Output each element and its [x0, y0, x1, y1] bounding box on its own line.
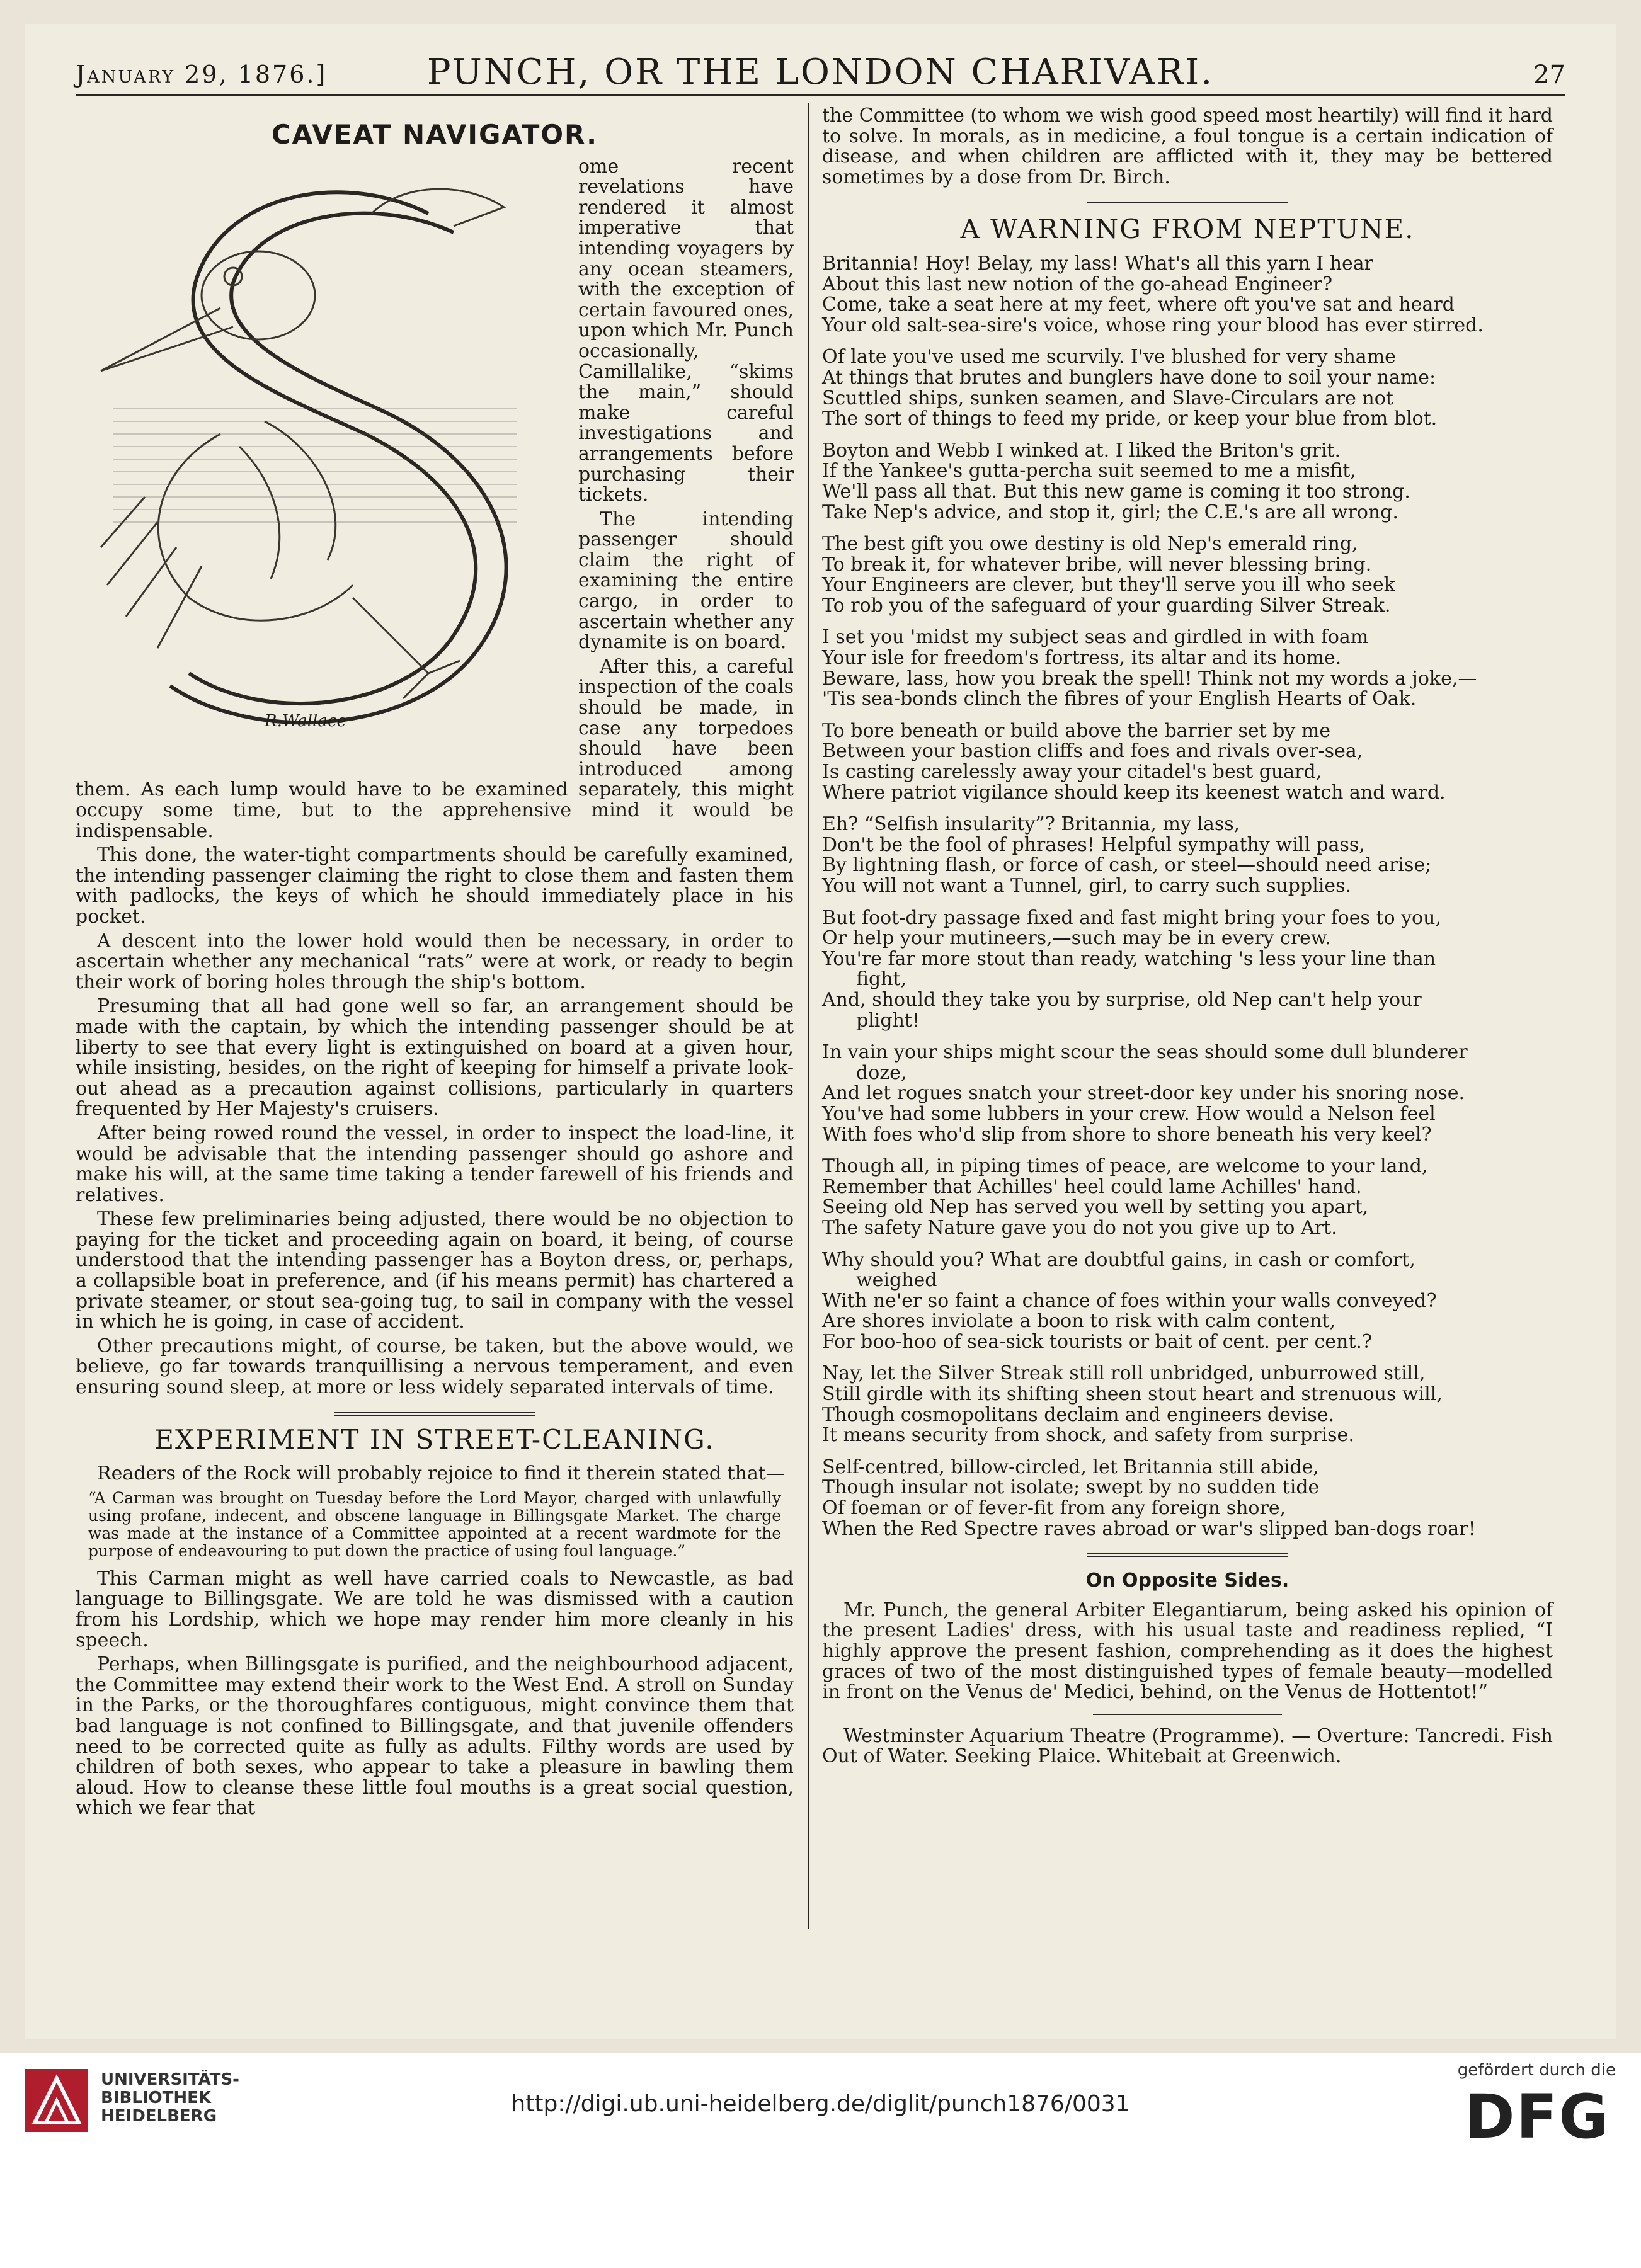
poem-line: By lightning flash, or force of cash, or steel—should need arise; [822, 854, 1432, 877]
poem-line: When the Red Spectre raves abroad or war's slipped ban-dogs roar! [822, 1517, 1476, 1540]
experiment-p1: Readers of the Rock will probably rejoice to find it therein stated that— [97, 1462, 785, 1485]
poem-line: Though insular not isolate; swept by no sudden tide [822, 1476, 1320, 1499]
poem-line: Your isle for freedom's fortress, its altar and its home. [822, 647, 1342, 670]
institution-line-3: HEIDELBERG [101, 2107, 217, 2126]
caveat-p9: Other precautions might, of course, be taken, but the above would, we believe, go far towards tranquillising a nervous temperament, and even ensuring sound sleep, at more or less widely separated intervals of time. [76, 1335, 794, 1399]
poem-line: Beware, lass, how you break the spell! Think not my words a joke,— [822, 667, 1477, 690]
poem-line: Nay, let the Silver Streak still roll unbridged, unburrowed still, [822, 1362, 1426, 1385]
opposite-p2: Westminster Aquarium Theatre (Programme). — Overture: Tancredi. Fish Out of Water. Seeking Plaice. Whitebait at Greenwich. [822, 1724, 1553, 1768]
opposite-p1: Mr. Punch, the general Arbiter Elegantiarum, being asked his opinion of the present Ladies' dress, with his usual taste and readiness replied, “I highly approve the present fashion, comprehending as it does the highest graces of two of the most distinguished types of female beauty—modelled in front on the Venus de' Medici, behind, on the Venus de Hottentot!” [822, 1598, 1553, 1704]
poem-stanza [822, 1042, 1553, 1145]
caveat-p2: The intending passenger should claim the right of examining the entire cargo, in order to ascertain whether any dynamite is on board. [578, 508, 794, 654]
digitization-footer [0, 2053, 1641, 2268]
source-url-link[interactable]: http://digi.ub.uni-heidelberg.de/diglit/punch1876/0031 [511, 2091, 1130, 2117]
experiment-p2: This Carman might as well have carried coals to Newcastle, as bad language to Billingsgate. We are told he was dismissed with a caution from his Lordship, which we hope may render him more cleanly in his speech. [76, 1567, 794, 1651]
poem-line: Eh? “Selfish insularity”? Britannia, my lass, [822, 813, 1240, 836]
artist-signature: R.Wallace [265, 711, 346, 731]
caveat-p6: Presuming that all had gone well so far, an arrangement should be made with the captain, by which the intending passenger should be at liberty to see that every light is extinguished on board at a given hour, while insisting, besides, on the right of keeping for himself a private look-out ahead as a precaution against collisions, particularly in quarters frequented by Her Majesty's cruisers. [76, 995, 794, 1120]
poem-line: About this last new notion of the go-ahead Engineer? [822, 273, 1333, 295]
poem-line: And, should they take you by surprise, old Nep can't help your [822, 988, 1422, 1011]
poem-line: To rob you of the safeguard of your guarding Silver Streak. [822, 594, 1391, 617]
poem-line: Of late you've used me scurvily. I've blushed for very shame [822, 346, 1396, 368]
left-column [76, 106, 794, 1823]
poem-line: Boyton and Webb I winked at. I liked the Briton's grit. [822, 439, 1341, 462]
poem-line: Though cosmopolitans declaim and engineers devise. [822, 1403, 1335, 1426]
poem-line: With foes who'd slip from shore to shore beneath his very keel? [822, 1123, 1432, 1146]
neptune-title: A WARNING FROM NEPTUNE. [960, 214, 1415, 245]
poem-line: Remember that Achilles' heel could lame Achilles' hand. [822, 1175, 1362, 1198]
poem-stanza [822, 441, 1553, 523]
poem-line: And let rogues snatch your street-door key under his snoring nose. [822, 1082, 1465, 1105]
poem-line: Is casting carelessly away your citadel's best guard, [822, 761, 1322, 784]
poem-line: doze, [856, 1061, 907, 1084]
poem-line: The best gift you owe destiny is old Nep's emerald ring, [822, 533, 1358, 556]
column-divider [808, 103, 809, 1929]
caveat-p4: This done, the water-tight compartments should be carefully examined, the intending passenger claiming the right to close them and fasten them with padlocks, the keys of which he should immediately place in his pocket. [76, 844, 794, 928]
experiment-title: EXPERIMENT IN STREET-CLEANING. [154, 1423, 715, 1455]
poem-line: fight, [856, 968, 907, 991]
experiment-p3: Perhaps, when Billingsgate is purified, and the neighbourhood adjacent, the Committee may extend their work to the West End. A stroll on Sunday in the Parks, or the thoroughfares contiguous, might convince them that bad language is not confined to Billingsgate, and that juvenile offenders need to be corrected quite as fully as adults. Filthy words are used by children of both sexes, who appear to take a pleasure in bawling them aloud. How to cleanse these little foul mouths is a great social question, which we fear that [76, 1653, 794, 1820]
caveat-p8: These few preliminaries being adjusted, there would be no objection to paying for the ticket and proceeding again on board, it being, of course understood that the intending passenger has a Boyton dress, or, perhaps, a collapsible boat in preference, and (if his means permit) has chartered a private steamer, or stout sea-going tug, to sail in company with the vessel in which he is going, in case of accident. [76, 1208, 794, 1333]
poem-line: Come, take a seat here at my feet, where oft you've sat and heard [822, 293, 1455, 316]
poem-stanza [822, 347, 1553, 429]
poem-line: Of foeman or of fever-fit from any foreign shore, [822, 1497, 1286, 1520]
caveat-p3: After this, a careful inspection of the coals should be made, in case any torpedoes should have been introduced among them. As each lump would have to be examined separately, this might occupy some time, but to the apprehensive mind it would be indispensable. [76, 655, 794, 842]
poem-line: Seeing old Nep has served you well by setting you apart, [822, 1196, 1369, 1219]
short-separator [1093, 1714, 1282, 1715]
poem-line: I set you 'midst my subject seas and girdled in with foam [822, 626, 1369, 649]
poem-stanza [822, 1364, 1553, 1445]
poem-line: We'll pass all that. But this new game is coming it too strong. [822, 480, 1410, 503]
poem-stanza [822, 721, 1553, 803]
dfg-logo: DFG [1464, 2082, 1610, 2152]
poem-line: With ne'er so faint a chance of foes within your walls conveyed? [822, 1289, 1437, 1312]
poem-stanza [822, 627, 1553, 709]
poem-line: plight! [856, 1009, 920, 1032]
pelican-illustration [76, 157, 567, 755]
poem-stanza [822, 1156, 1553, 1238]
poem-stanza [822, 908, 1553, 1032]
page-header [76, 38, 1565, 96]
poem-stanza [822, 534, 1553, 616]
funded-by-text: gefördert durch die [1457, 2061, 1616, 2080]
poem-line: For boo-hoo of sea-sick tourists or bait of cent. per cent.? [822, 1330, 1373, 1353]
poem-line: 'Tis sea-bonds clinch the fibres of your English Hearts of Oak. [822, 688, 1417, 710]
poem-line: Why should you? What are doubtful gains, in cash or comfort, [822, 1248, 1415, 1271]
opposite-title: On Opposite Sides. [1085, 1570, 1289, 1592]
poem-line: weighed [856, 1269, 937, 1292]
poem-line: Take Nep's advice, and stop it, girl; the C.E.'s are all wrong. [822, 501, 1398, 523]
poem-line: Though all, in piping times of peace, are welcome to your land, [822, 1155, 1428, 1178]
right-column [822, 106, 1553, 1771]
poem-line: Self-centred, billow-circled, let Britannia still abide, [822, 1456, 1319, 1478]
poem-line: You're far more stout than ready, watching 's less your line than [822, 947, 1436, 970]
poem-line: Still girdle with its shifting sheen stout heart and strenuous will, [822, 1383, 1443, 1406]
poem-line: If the Yankee's gutta-percha suit seemed to me a misfit, [822, 460, 1356, 482]
section-separator [1087, 1553, 1288, 1557]
poem-stanza [822, 1250, 1553, 1353]
issue-date: January 29, 1876.] [76, 60, 328, 88]
poem-stanza [822, 814, 1553, 896]
poem-stanza [822, 1457, 1553, 1539]
poem-line: Britannia! Hoy! Belay, my lass! What's all this yarn I hear [822, 252, 1374, 275]
poem-line: But foot-dry passage fixed and fast might bring your foes to you, [822, 906, 1441, 929]
poem-line: Between your bastion cliffs and foes and rivals over-sea, [822, 740, 1363, 763]
poem-line: Are shores inviolate a boon to risk with calm content, [822, 1310, 1336, 1333]
poem-stanza [822, 254, 1553, 336]
poem-line: In vain your ships might scour the seas should some dull blunderer [822, 1041, 1468, 1064]
pelican-s-initial-drawing [76, 157, 567, 755]
poem-line: Your Engineers are clever, but they'll serve you ill who seek [822, 574, 1395, 596]
page-number: 27 [1533, 60, 1565, 89]
poem-line: You will not want a Tunnel, girl, to carry such supplies. [822, 875, 1352, 897]
caveat-p7: After being rowed round the vessel, in order to inspect the load-line, it would be advisable that the intending passenger should go ashore and make his will, at the same time taking a tender farewell of his friends and relatives. [76, 1122, 794, 1206]
poem-line: You've had some lubbers in your crew. How would a Nelson feel [822, 1102, 1436, 1125]
neptune-poem [822, 254, 1553, 1539]
experiment-continued: the Committee (to whom we wish good speed most heartily) will find it hard to solve. In morals, as in medicine, a foul tongue is a certain indication of disease, and when children are afflicted with it, they may be bettered sometimes by a dose from Dr. Birch. [822, 105, 1553, 188]
poem-line: Or help your mutineers,—such may be in every crew. [822, 927, 1331, 950]
institution-line-1: UNIVERSITÄTS- [101, 2070, 239, 2089]
experiment-quote: “A Carman was brought on Tuesday before the Lord Mayor, charged with unlawfully using profane, indecent, and obscene language in Billingsgate Market. The charge was made at the instance of a Committee appointed at a recent wardmote for the purpose of endeavouring to put down the practice of using foul language.” [88, 1488, 781, 1560]
poem-line: Scuttled ships, sunken seamen, and Slave-Circulars are not [822, 387, 1393, 409]
caveat-title: CAVEAT NAVIGATOR. [271, 119, 598, 150]
publication-title: PUNCH, OR THE LONDON CHARIVARI. [426, 52, 1215, 93]
poem-line: The sort of things to feed my pride, or keep your blue from blot. [822, 407, 1438, 430]
poem-line: Don't be the fool of phrases! Helpful sympathy will pass, [822, 833, 1365, 856]
poem-line: To break it, for whatever bribe, will never blessing bring. [822, 553, 1372, 576]
poem-line: To bore beneath or build above the barrier set by me [822, 719, 1331, 742]
poem-line: Where patriot vigilance should keep its keenest watch and ward. [822, 781, 1446, 804]
caveat-p5: A descent into the lower hold would then be necessary, in order to ascertain whether any mechanical “rats” were at work, or ready to begin their work of boring holes through the ship's bottom. [76, 930, 794, 993]
newspaper-page [25, 24, 1616, 2039]
caveat-p1: ome recent revelations have rendered it almost imperative that intending voyagers by any ocean steamers, with the exception of certain favoured ones, upon which Mr. Punch occasionally, Camillalike, “skims the main,” should make careful investigations and arrangements before purchasing their tickets. [578, 155, 794, 506]
poem-line: At things that brutes and bunglers have done to soil your name: [822, 366, 1436, 389]
section-separator [334, 1412, 535, 1416]
poem-line: The safety Nature gave you do not you give up to Art. [822, 1216, 1337, 1239]
section-separator [1087, 202, 1288, 205]
institution-line-2: BIBLIOTHEK [101, 2088, 212, 2107]
poem-line: It means security from shock, and safety from surprise. [822, 1424, 1354, 1447]
poem-line: Your old salt-sea-sire's voice, whose ring your blood has ever stirred. [822, 314, 1484, 336]
